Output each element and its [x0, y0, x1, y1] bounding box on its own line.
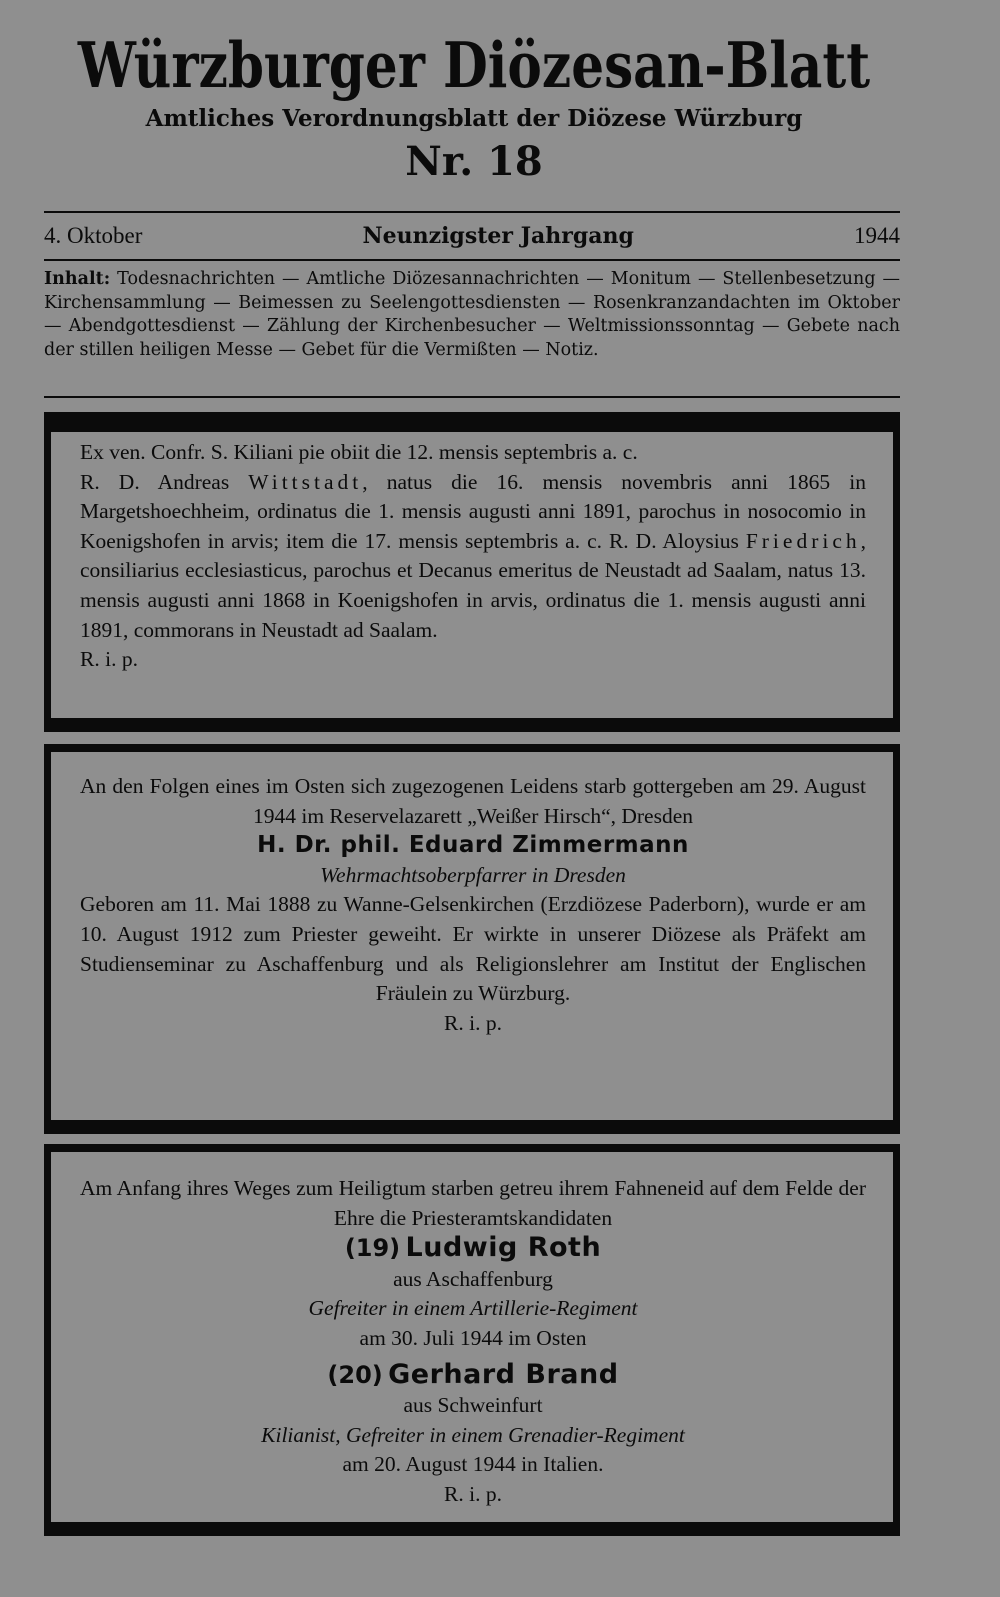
- publication-title: Würzburger Diözesan-Blatt: [77, 28, 871, 102]
- deceased-name-zimmermann: H. Dr. phil. Eduard Zimmermann: [257, 832, 689, 859]
- notice-3-intro: Am Anfang ihres Weges zum Heiligtum starben getreu ihrem Fahneneid auf dem Felde der Ehre die Priesteramtskandidaten: [80, 1176, 866, 1230]
- notice-1-text-b: , natus die 16. mensis novembris anni 1865 in Margetshoechheim, ordinatus die 1. mensis augusti anni 1891, parochus in nosocomio in Koenigshofen in arvis; item die 17. mensis septembris a. c. R. D. Aloysius: [80, 469, 866, 553]
- notice-1-heading: Ex ven. Confr. S. Kiliani pie obiit die 12. mensis septembris a. c.: [80, 440, 638, 464]
- contents-label: Inhalt:: [44, 269, 111, 289]
- candidate-19-heading: [80, 1233, 866, 1265]
- candidate-19-name: Ludwig Roth: [405, 1232, 602, 1264]
- notice-2-body: [80, 772, 866, 1038]
- dateline: [44, 211, 900, 261]
- deceased-name-friedrich: Friedrich: [745, 528, 861, 553]
- notice-1-bottom-bar: [44, 718, 900, 732]
- candidate-19-death: am 30. Juli 1944 im Osten: [359, 1325, 587, 1350]
- table-of-contents: [44, 268, 900, 362]
- notice-2-rip: R. i. p.: [444, 1010, 502, 1035]
- candidate-20-death: am 20. August 1944 in Italien.: [342, 1452, 604, 1477]
- candidate-20-heading: [80, 1360, 866, 1392]
- notice-2-top-bar: [44, 744, 900, 752]
- deceased-role: Wehrmachtsoberpfarrer in Dresden: [320, 862, 626, 887]
- notice-3-bottom-bar: [44, 1522, 900, 1536]
- candidate-19-number: (19): [344, 1234, 401, 1263]
- notice-2-intro: An den Folgen eines im Osten sich zugezogenen Leidens starb gottergeben am 29. August 1944 im Reservelazarett „Weißer Hirsch“, Dresden: [80, 774, 866, 828]
- notice-3-rip: R. i. p.: [444, 1481, 502, 1506]
- issue-number: Nr. 18: [405, 138, 543, 185]
- candidate-20-number: (20): [327, 1360, 383, 1389]
- candidate-20-rank: Kilianist, Gefreiter in einem Grenadier-Regiment: [261, 1422, 685, 1447]
- notice-1-text-a: R. D. Andreas: [80, 469, 249, 494]
- notice-2-bio: Geboren am 11. Mai 1888 zu Wanne-Gelsenkirchen (Erzdiözese Paderborn), wurde er am 10. August 1912 zum Priester geweiht. Er wirkte in unserer Diözese als Präfekt am Studienseminar zu Aschaffenburg und als Religionslehrer am Institut der Englischen Fräulein zu Würzburg.: [80, 892, 866, 1006]
- notice-1-top-bar: [44, 412, 900, 432]
- notice-2-bottom-bar: [44, 1120, 900, 1134]
- contents-divider: [44, 396, 900, 398]
- notice-1-text-c: , consiliarius ecclesiasticus, parochus et Decanus emeritus de Neustadt ad Saalam, natus 13. mensis augusti anni 1868 in Koenigshofen in arvis, ordinatus die 1. mensis augusti anni 1891, commorans in Neustadt ad Saalam.: [80, 528, 866, 642]
- notice-3-top-bar: [44, 1144, 900, 1152]
- notice-1-rip: R. i. p.: [80, 647, 138, 672]
- candidate-19-origin: aus Aschaffenburg: [393, 1266, 553, 1291]
- issue-volume: Neunzigster Jahrgang: [362, 223, 634, 249]
- candidate-20-name: Gerhard Brand: [388, 1358, 619, 1390]
- candidate-19-rank: Gefreiter in einem Artillerie-Regiment: [308, 1296, 638, 1321]
- publication-subtitle: Amtliches Verordnungsblatt der Diözese Würzburg: [145, 105, 803, 132]
- notice-1-body: [80, 438, 866, 675]
- notice-3-body: [80, 1174, 866, 1510]
- masthead: [44, 28, 904, 184]
- issue-date: 4. Oktober: [44, 223, 143, 248]
- contents-text: Todesnachrichten — Amtliche Diözesannachrichten — Monitum — Stellenbesetzung — Kirchensammlung — Beimessen zu Seelengottesdiensten — Rosenkranzandachten im Oktober — Abendgottesdienst — Zählung der Kirchenbesucher — Weltmissionssonntag — Gebete nach der stillen heiligen Messe — Gebet für die Vermißten — Notiz.: [44, 269, 900, 360]
- notice-1-paragraph: [80, 468, 866, 646]
- candidate-20-origin: aus Schweinfurt: [403, 1393, 543, 1418]
- deceased-name-wittstadt: Wittstadt: [248, 469, 363, 494]
- issue-year: 1944: [853, 223, 900, 248]
